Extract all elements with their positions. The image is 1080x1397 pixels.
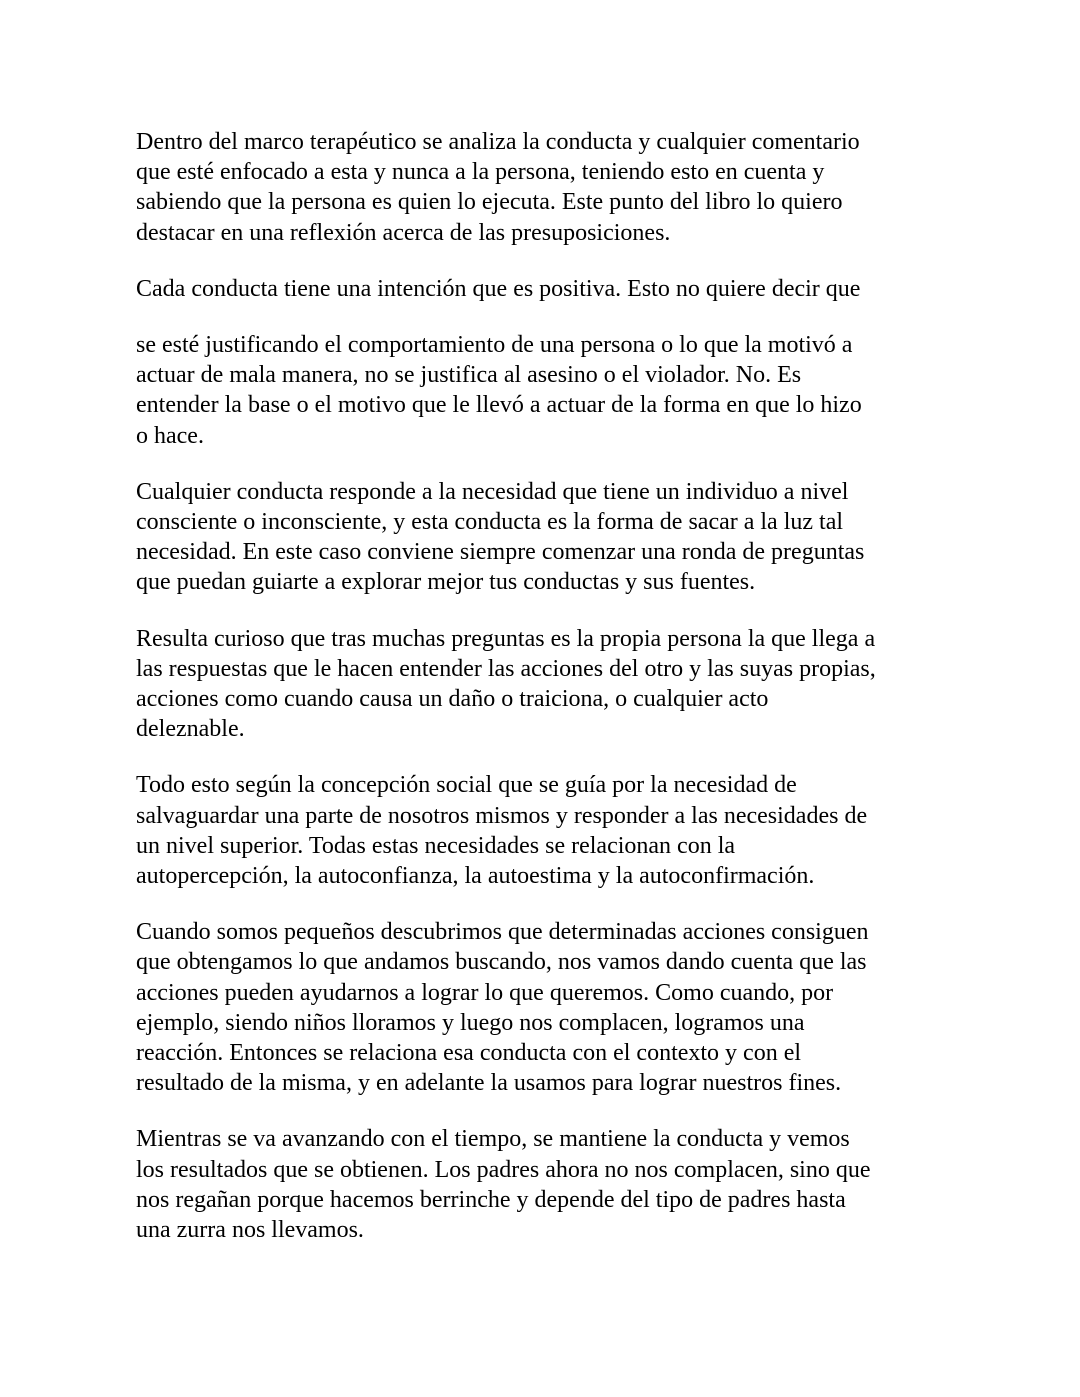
text-line: necesidad. En este caso conviene siempre comenzar una ronda de preguntas <box>136 539 865 566</box>
text-line: los resultados que se obtienen. Los padres ahora no nos complacen, sino que <box>136 1156 871 1183</box>
text-line: Cuando somos pequeños descubrimos que determinadas acciones consiguen <box>136 919 869 946</box>
text-line: sabiendo que la persona es quien lo ejecuta. Este punto del libro lo quiero <box>136 189 843 216</box>
paragraph <box>136 917 956 1098</box>
text-line: un nivel superior. Todas estas necesidades se relacionan con la <box>136 832 736 859</box>
paragraph <box>136 624 956 745</box>
text-line: Dentro del marco terapéutico se analiza la conducta y cualquier comentario <box>136 129 860 155</box>
text-line: autopercepción, la autoconfianza, la autoestima y la autoconfirmación. <box>136 863 815 890</box>
text-line: actuar de mala manera, no se justifica al asesino o el violador. No. Es <box>136 362 802 389</box>
paragraph <box>136 274 956 304</box>
text-line: reacción. Entonces se relaciona esa conducta con el contexto y con el <box>136 1040 802 1067</box>
paragraph <box>136 1124 956 1245</box>
text-line: Mientras se va avanzando con el tiempo, se mantiene la conducta y vemos <box>136 1126 850 1153</box>
text-line: que obtengamos lo que andamos buscando, nos vamos dando cuenta que las <box>136 949 867 976</box>
text-line: que esté enfocado a esta y nunca a la persona, teniendo esto en cuenta y <box>136 159 825 186</box>
document-page <box>136 127 956 1271</box>
text-line: acciones pueden ayudarnos a lograr lo que queremos. Como cuando, por <box>136 979 834 1006</box>
text-line: Todo esto según la concepción social que se guía por la necesidad de <box>136 772 797 799</box>
text-line: salvaguardar una parte de nosotros mismos y responder a las necesidades de <box>136 802 868 829</box>
paragraph <box>136 477 956 598</box>
text-line: las respuestas que le hacen entender las acciones del otro y las suyas propias, <box>136 655 876 682</box>
text-line: consciente o inconsciente, y esta conducta es la forma de sacar a la luz tal <box>136 509 844 536</box>
text-line: resultado de la misma, y en adelante la usamos para lograr nuestros fines. <box>136 1070 842 1097</box>
text-line: se esté justificando el comportamiento de una persona o lo que la motivó a <box>136 332 853 359</box>
paragraph <box>136 770 956 891</box>
text-line: destacar en una reflexión acerca de las presuposiciones. <box>136 219 671 246</box>
text-line: una zurra nos llevamos. <box>136 1217 364 1244</box>
text-line: ejemplo, siendo niños lloramos y luego nos complacen, logramos una <box>136 1009 805 1036</box>
text-line: Resulta curioso que tras muchas preguntas es la propia persona la que llega a <box>136 625 876 652</box>
paragraph <box>136 330 956 451</box>
text-line: entender la base o el motivo que le llevó a actuar de la forma en que lo hizo <box>136 392 862 419</box>
text-line: Cualquier conducta responde a la necesidad que tiene un individuo a nivel <box>136 478 849 505</box>
text-line: o hace. <box>136 422 204 449</box>
paragraph <box>136 127 956 248</box>
text-line: Cada conducta tiene una intención que es positiva. Esto no quiere decir que <box>136 275 861 302</box>
text-line: que puedan guiarte a explorar mejor tus conductas y sus fuentes. <box>136 569 756 596</box>
text-line: acciones como cuando causa un daño o traiciona, o cualquier acto <box>136 686 769 713</box>
text-line: nos regañan porque hacemos berrinche y depende del tipo de padres hasta <box>136 1186 846 1213</box>
text-line: deleznable. <box>136 716 245 743</box>
